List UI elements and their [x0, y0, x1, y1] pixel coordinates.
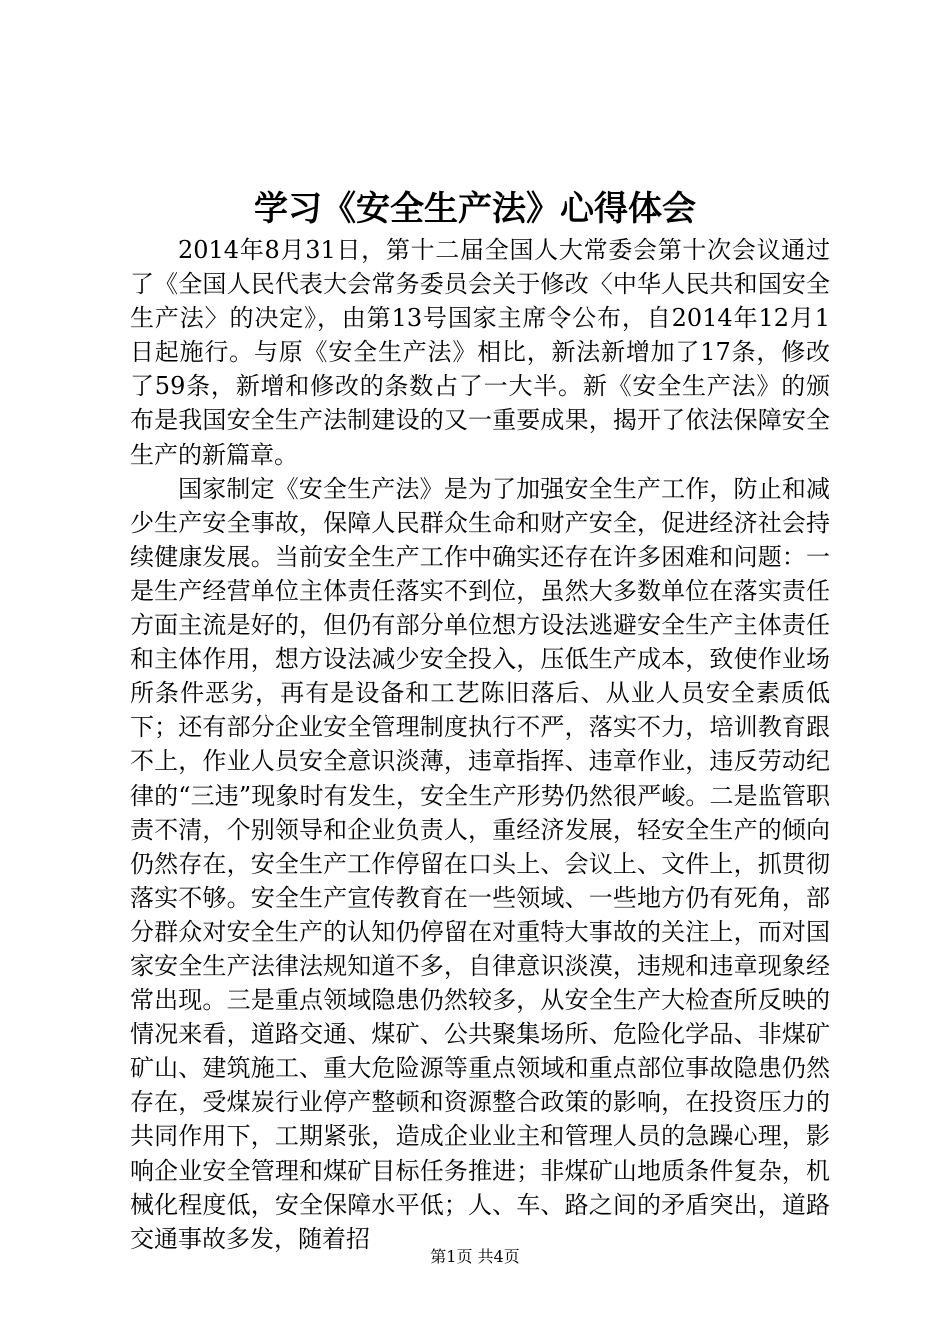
- paragraph: 2014年8月31日，第十二届全国人大常委会第十次会议通过了《全国人民代表大会常务委员会关于修改〈中华人民共和国安全生产法〉的决定》，由第13号国家主席令公布，自2014年12月1日起施行。与原《安全生产法》相比，新法新增加了17条，修改了59条，新增和修改的条数占了一大半。新《安全生产法》的颁布是我国安全生产法制建设的又一重要成果，揭开了依法保障安全生产的新篇章。: [130, 236, 830, 469]
- document-body: [130, 233, 830, 1256]
- paragraph: 国家制定《安全生产法》是为了加强安全生产工作，防止和减少生产安全事故，保障人民群众生命和财产安全，促进经济社会持续健康发展。当前安全生产工作中确实还存在许多困难和问题：一是生产经营单位主体责任落实不到位，虽然大多数单位在落实责任方面主流是好的，但仍有部分单位想方设法逃避安全生产主体责任和主体作用，想方设法减少安全投入，压低生产成本，致使作业场所条件恶劣，再有是设备和工艺陈旧落后、从业人员安全素质低下；还有部分企业安全管理制度执行不严，落实不力，培训教育跟不上，作业人员安全意识淡薄，违章指挥、违章作业，违反劳动纪律的“三违”现象时有发生，安全生产形势仍然很严峻。二是监管职责不清，个别领导和企业负责人，重经济发展，轻安全生产的倾向仍然存在，安全生产工作停留在口头上、会议上、文件上，抓贯彻落实不够。安全生产宣传教育在一些领域、一些地方仍有死角，部分群众对安全生产的认知仍停留在对重特大事故的关注上，而对国家安全生产法律法规知道不多，自律意识淡漠，违规和违章现象经常出现。三是重点领域隐患仍然较多，从安全生产大检查所反映的情况来看，道路交通、煤矿、公共聚集场所、危险化学品、非煤矿矿山、建筑施工、重大危险源等重点领域和重点部位事故隐患仍然存在，受煤炭行业停产整顿和资源整合政策的影响，在投资压力的共同作用下，工期紧张，造成企业业主和管理人员的急躁心理，影响企业安全管理和煤矿目标任务推进；非煤矿山地质条件复杂，机械化程度低，安全保障水平低；人、车、路之间的矛盾突出，道路交通事故多发，随着招: [130, 474, 830, 1253]
- page-number-footer: 第1页 共4页: [430, 1247, 520, 1266]
- document-title: 学习《安全生产法》心得体会: [254, 189, 696, 229]
